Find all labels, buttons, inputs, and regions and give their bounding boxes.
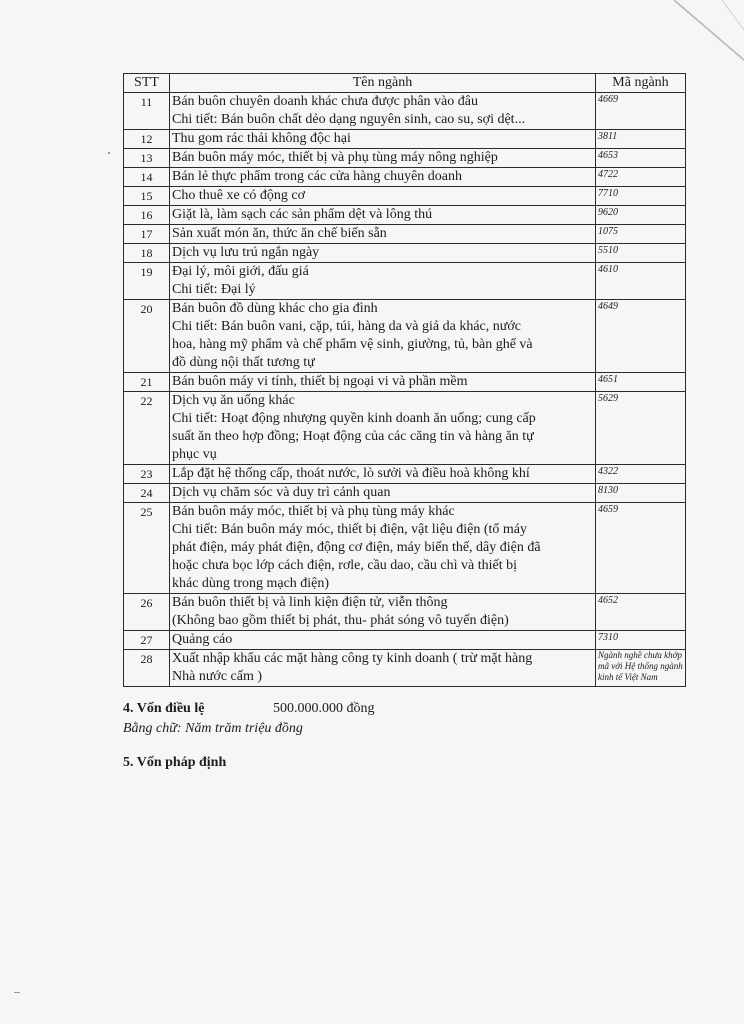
document-page xyxy=(123,73,688,771)
row-stt: 25 xyxy=(124,503,170,594)
row-name-line: Bán buôn chuyên doanh khác chưa được phân vào đâu xyxy=(172,94,478,109)
table-row xyxy=(124,225,686,244)
row-name-line: suất ăn theo hợp đồng; Hoạt động của các căng tin và hàng ăn tự xyxy=(172,429,534,444)
row-stt: 11 xyxy=(124,93,170,130)
row-code: 3811 xyxy=(596,130,686,149)
row-code: 4322 xyxy=(596,465,686,484)
row-name-line: Lắp đặt hệ thống cấp, thoát nước, lò sưởi và điều hoà không khí xyxy=(172,466,530,481)
row-name-line: hoặc chưa bọc lớp cách điện, rơle, cầu dao, cầu chì và thiết bị xyxy=(172,558,518,573)
charter-capital-heading: 4. Vốn điều lệ xyxy=(123,701,205,716)
row-code: 5629 xyxy=(596,392,686,465)
row-business-name xyxy=(170,187,596,206)
row-name-line: Chi tiết: Bán buôn máy móc, thiết bị điện, vật liệu điện (tổ máy xyxy=(172,522,527,537)
row-code: 4653 xyxy=(596,149,686,168)
table-body xyxy=(124,93,686,687)
row-name-line: Chi tiết: Hoạt động nhượng quyền kinh doanh ăn uống; cung cấp xyxy=(172,411,536,426)
row-stt: 21 xyxy=(124,373,170,392)
header-code: Mã ngành xyxy=(596,74,686,93)
row-stt: 14 xyxy=(124,168,170,187)
row-name-line: Bán buôn thiết bị và linh kiện điện tử, viễn thông xyxy=(172,595,448,610)
row-name-line: khác dùng trong mạch điện) xyxy=(172,576,330,591)
row-code: 7710 xyxy=(596,187,686,206)
table-row xyxy=(124,263,686,300)
row-name-line: Giặt là, làm sạch các sản phẩm dệt và lông thú xyxy=(172,207,433,222)
row-name-line: Chi tiết: Bán buôn chất dẻo dạng nguyên sinh, cao su, sợi dệt... xyxy=(172,112,526,127)
row-name-line: Thu gom rác thải không độc hại xyxy=(172,131,351,146)
row-name-line: (Không bao gồm thiết bị phát, thu- phát sóng vô tuyến điện) xyxy=(172,613,509,628)
row-business-name xyxy=(170,206,596,225)
row-name-line: phát điện, máy phát điện, động cơ điện, máy biến thế, dây điện đã xyxy=(172,540,541,555)
row-business-name xyxy=(170,244,596,263)
row-code: 4651 xyxy=(596,373,686,392)
row-name-line: hoa, hàng mỹ phẩm và chế phẩm vệ sinh, giường, tủ, bàn ghế và xyxy=(172,337,533,352)
charter-capital-in-words: Bằng chữ: Năm trăm triệu đồng xyxy=(123,721,303,736)
table-row xyxy=(124,594,686,631)
row-name-line: Xuất nhập khẩu các mặt hàng công ty kinh doanh ( trừ mặt hàng xyxy=(172,651,533,666)
row-name-line: Bán buôn máy vi tính, thiết bị ngoại vi và phần mềm xyxy=(172,374,468,389)
row-business-name xyxy=(170,594,596,631)
row-business-name xyxy=(170,373,596,392)
scan-speck xyxy=(108,152,110,154)
row-name-line: Quảng cáo xyxy=(172,632,233,647)
legal-capital-heading: 5. Vốn pháp định xyxy=(123,755,227,770)
row-name-line: Chi tiết: Bán buôn vani, cặp, túi, hàng da và giả da khác, nước xyxy=(172,319,521,334)
row-business-name xyxy=(170,149,596,168)
row-stt: 13 xyxy=(124,149,170,168)
row-name-line: Nhà nước cấm ) xyxy=(172,669,263,684)
row-business-name xyxy=(170,631,596,650)
row-business-name xyxy=(170,503,596,594)
row-code: 4652 xyxy=(596,594,686,631)
table-row xyxy=(124,206,686,225)
row-business-name xyxy=(170,300,596,373)
charter-capital-section xyxy=(123,701,688,737)
table-row xyxy=(124,631,686,650)
row-business-name xyxy=(170,484,596,503)
table-row xyxy=(124,392,686,465)
row-business-name xyxy=(170,93,596,130)
row-stt: 12 xyxy=(124,130,170,149)
row-business-name xyxy=(170,225,596,244)
row-code: 9620 xyxy=(596,206,686,225)
row-code: 4669 xyxy=(596,93,686,130)
table-row xyxy=(124,484,686,503)
row-name-line: Bán buôn đồ dùng khác cho gia đình xyxy=(172,301,378,316)
row-business-name xyxy=(170,650,596,687)
row-stt: 19 xyxy=(124,263,170,300)
row-business-name xyxy=(170,130,596,149)
row-stt: 24 xyxy=(124,484,170,503)
table-row xyxy=(124,465,686,484)
row-name-line: Dịch vụ ăn uống khác xyxy=(172,393,295,408)
row-business-name xyxy=(170,392,596,465)
header-stt: STT xyxy=(124,74,170,93)
row-code: 4659 xyxy=(596,503,686,594)
row-code: 1075 xyxy=(596,225,686,244)
table-row xyxy=(124,130,686,149)
table-row xyxy=(124,149,686,168)
table-row xyxy=(124,244,686,263)
row-name-line: Bán buôn máy móc, thiết bị và phụ tùng máy khác xyxy=(172,504,455,519)
row-name-line: Chi tiết: Đại lý xyxy=(172,282,256,297)
row-business-name xyxy=(170,263,596,300)
row-stt: 15 xyxy=(124,187,170,206)
row-name-line: Cho thuê xe có động cơ xyxy=(172,188,305,203)
table-row xyxy=(124,650,686,687)
row-code: 4610 xyxy=(596,263,686,300)
row-name-line: Bán lẻ thực phẩm trong các cửa hàng chuyên doanh xyxy=(172,169,463,184)
row-code: 4722 xyxy=(596,168,686,187)
row-name-line: Dịch vụ chăm sóc và duy trì cảnh quan xyxy=(172,485,391,500)
row-code: 7310 xyxy=(596,631,686,650)
row-business-name xyxy=(170,168,596,187)
row-stt: 26 xyxy=(124,594,170,631)
table-header-row xyxy=(124,74,686,93)
table-row xyxy=(124,187,686,206)
row-code: Ngành nghề chưa khớp mã với Hệ thống ngành kinh tế Việt Nam xyxy=(596,650,686,687)
row-stt: 22 xyxy=(124,392,170,465)
table-row xyxy=(124,503,686,594)
row-stt: 23 xyxy=(124,465,170,484)
row-business-name xyxy=(170,465,596,484)
business-lines-table xyxy=(123,73,686,687)
row-stt: 16 xyxy=(124,206,170,225)
row-stt: 27 xyxy=(124,631,170,650)
row-name-line: phục vụ xyxy=(172,447,217,462)
header-name: Tên ngành xyxy=(170,74,596,93)
row-code: 5510 xyxy=(596,244,686,263)
table-row xyxy=(124,93,686,130)
row-stt: 28 xyxy=(124,650,170,687)
table-row xyxy=(124,300,686,373)
row-code: 8130 xyxy=(596,484,686,503)
row-stt: 18 xyxy=(124,244,170,263)
row-code: 4649 xyxy=(596,300,686,373)
row-stt: 17 xyxy=(124,225,170,244)
row-name-line: Bán buôn máy móc, thiết bị và phụ tùng máy nông nghiệp xyxy=(172,150,498,165)
table-row xyxy=(124,168,686,187)
row-stt: 20 xyxy=(124,300,170,373)
row-name-line: Đại lý, môi giới, đấu giá xyxy=(172,264,309,279)
row-name-line: Dịch vụ lưu trú ngắn ngày xyxy=(172,245,320,260)
table-row xyxy=(124,373,686,392)
scan-speck xyxy=(14,992,20,993)
row-name-line: Sản xuất món ăn, thức ăn chế biến sẵn xyxy=(172,226,387,241)
row-name-line: đồ dùng nội thất tương tự xyxy=(172,355,315,370)
charter-capital-amount: 500.000.000 đồng xyxy=(273,701,375,716)
